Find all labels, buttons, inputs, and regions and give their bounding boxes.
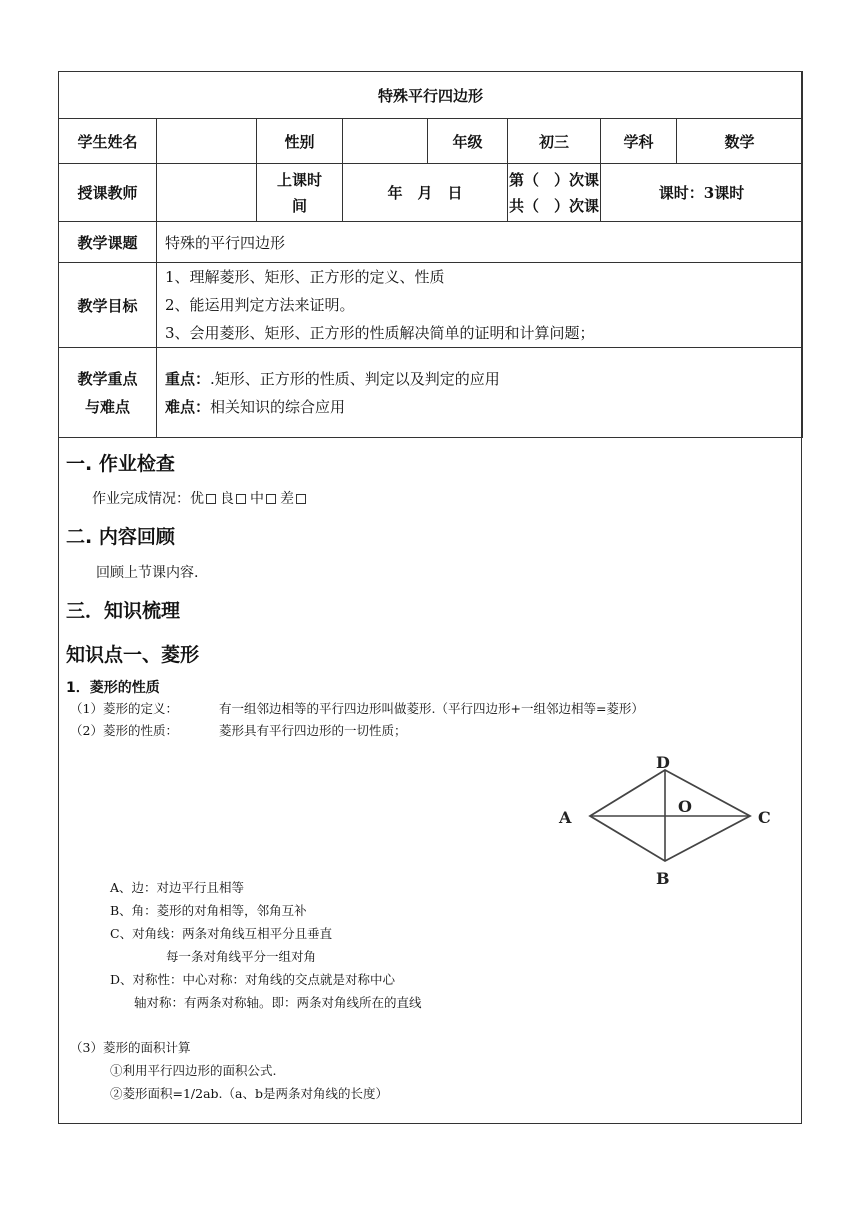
rhombus-properties-heading: 1．菱形的性质 [66,680,160,696]
label-c: C [758,808,771,827]
property-diagonal: C、对角线：两条对角线互相平分且垂直 [110,926,333,941]
gender-label: 性别 [257,119,343,164]
label-b: B [656,869,670,888]
property-angle: B、角：菱形的对角相等，邻角互补 [110,903,307,918]
homework-status-line [92,488,310,508]
topic-label: 教学课题 [59,222,157,263]
page-title: 特殊平行四边形 [59,72,803,119]
session-line-2: 共（ ）次课 [508,196,599,215]
option-poor: 差 [280,491,294,507]
area-item-2: ②菱形面积=1/2ab.（a、b是两条对角线的长度） [110,1086,388,1101]
review-text: 回顾上节课内容. [96,565,199,581]
goal-item: 3、会用菱形、矩形、正方形的性质解决简单的证明和计算问题； [165,324,595,342]
label-a: A [559,808,572,827]
goal-item: 2、能运用判定方法来证明。 [165,296,355,314]
checkbox-good[interactable] [236,494,246,504]
property-axial-symmetry: 轴对称：有两条对称轴。即：两条对角线所在的直线 [134,995,422,1010]
section-review-title: 二. 内容回顾 [66,526,175,548]
option-average: 中 [250,491,264,507]
checkbox-poor[interactable] [296,494,306,504]
property-label: （2）菱形的性质： [70,723,178,738]
subject-value: 数学 [677,119,803,164]
section-knowledge-title: 三．知识梳理 [66,600,181,622]
definition-label: （1）菱形的定义： [70,701,178,716]
topic-value: 特殊的平行四边形 [157,222,803,263]
teacher-label: 授课教师 [59,164,157,222]
grade-label: 年级 [428,119,508,164]
option-excellent: 优 [190,491,204,507]
area-title: （3）菱形的面积计算 [70,1040,191,1055]
session-count [508,164,601,222]
goals-label: 教学目标 [59,263,157,348]
focus-label-line1: 教学重点 [77,369,138,388]
session-line-1: 第（ ）次课 [508,170,599,189]
knowledge-point-1-title: 知识点一、菱形 [66,644,200,666]
teacher-field[interactable] [157,164,257,222]
focus-content [157,348,803,438]
class-time-label [257,164,343,222]
definition-text: 有一组邻边相等的平行四边形叫做菱形.（平行四边形+一组邻边相等=菱形） [219,701,644,716]
label-o: O [678,797,692,816]
goal-item: 1、理解菱形、矩形、正方形的定义、性质 [165,268,445,286]
option-good: 良 [220,491,234,507]
focus-label [59,348,157,438]
difficulty-line [165,393,802,421]
section-homework-check-title: 一. 作业检查 [66,453,175,475]
focus-key: 重点： [165,369,211,388]
goals-list [157,263,803,348]
lesson-header-table [58,71,803,438]
label-d: D [656,753,670,772]
student-name-label: 学生姓名 [59,119,157,164]
focus-text: .矩形、正方形的性质、判定以及判定的应用 [210,369,500,388]
class-time-label-line1: 上课时 [276,170,322,189]
homework-prefix: 作业完成情况： [92,491,190,507]
class-date-field[interactable]: 年 月 日 [343,164,508,222]
checkbox-excellent[interactable] [206,494,216,504]
property-diagonal-bisect: 每一条对角线平分一组对角 [166,949,317,964]
property-central-symmetry: D、对称性：中心对称：对角线的交点就是对称中心 [110,972,396,987]
class-time-label-line2: 间 [291,196,307,215]
student-name-field[interactable] [157,119,257,164]
focus-line [165,365,802,393]
difficulty-text: 相关知识的综合应用 [210,397,346,416]
property-text: 菱形具有平行四边形的一切性质； [219,723,407,738]
gender-field[interactable] [343,119,428,164]
focus-label-line2: 与难点 [84,397,130,416]
difficulty-key: 难点： [165,397,211,416]
area-item-1: ①利用平行四边形的面积公式. [110,1063,277,1078]
grade-value: 初三 [508,119,601,164]
property-side: A、边：对边平行且相等 [110,880,245,895]
class-hours: 课时：3课时 [601,164,803,222]
rhombus-diagram [555,750,785,892]
checkbox-average[interactable] [266,494,276,504]
subject-label: 学科 [601,119,677,164]
